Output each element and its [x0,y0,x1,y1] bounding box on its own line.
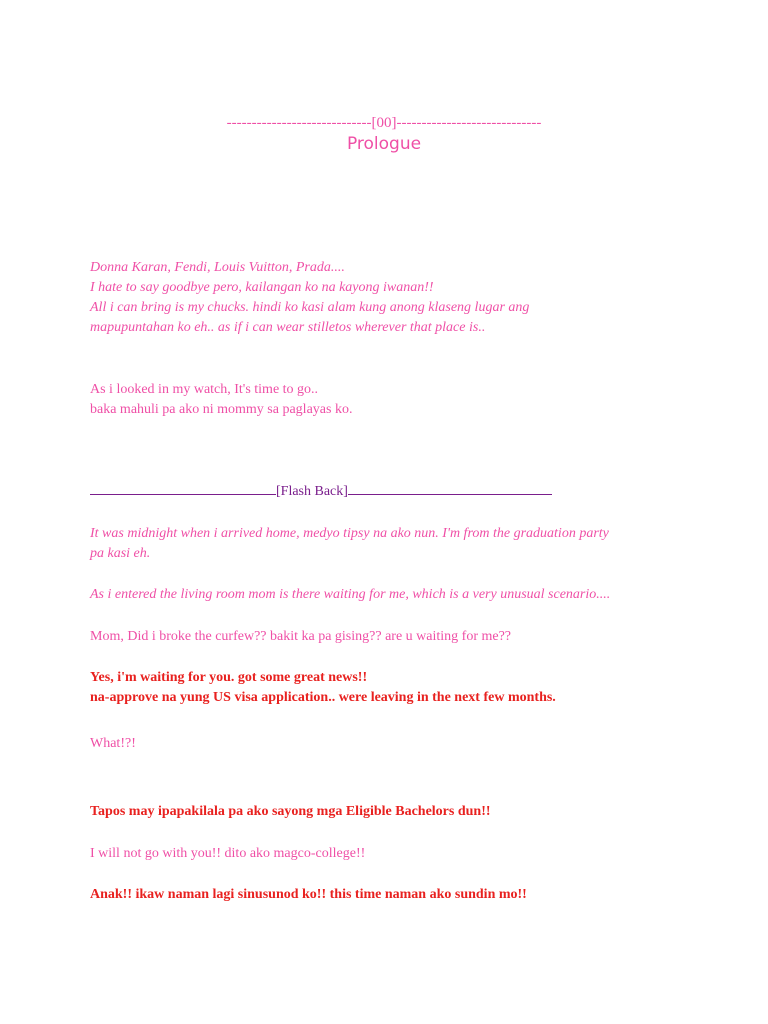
dialogue-anak: Anak!! ikaw naman lagi sinusunod ko!! this time naman ako sundin mo!! [90,887,527,902]
watch-line-1: As i looked in my watch, It's time to go.. [90,382,319,397]
opening-line-4: mapupuntahan ko eh.. as if i can wear stilletos wherever that place is.. [90,320,486,335]
flashback-rule-right [348,492,552,495]
opening-line-3: All i can bring is my chucks. hindi ko kasi alam kung anong klaseng lugar ang [90,300,530,315]
watch-line-2: baka mahuli pa ako ni mommy sa paglayas ko. [90,402,353,417]
dialogue-news-1: Yes, i'm waiting for you. got some great news!! [90,670,368,685]
flashback-label: [Flash Back] [276,484,348,499]
opening-line-1: Donna Karan, Fendi, Louis Vuitton, Prada.... [90,260,345,275]
flashback-rule-left [90,492,276,495]
dialogue-bachelors: Tapos may ipapakilala pa ako sayong mga Eligible Bachelors dun!! [90,804,491,819]
story-entered: As i entered the living room mom is there waiting for me, which is a very unusual scenario.... [90,587,611,602]
opening-line-2: I hate to say goodbye pero, kailangan ko na kayong iwanan!! [90,280,434,295]
dialogue-curfew: Mom, Did i broke the curfew?? bakit ka pa gising?? are u waiting for me?? [90,629,512,644]
dialogue-what: What!?! [90,736,136,751]
story-midnight-1: It was midnight when i arrived home, medyo tipsy na ako nun. I'm from the graduation party [90,526,609,541]
dialogue-college: I will not go with you!! dito ako magco-college!! [90,846,366,861]
dialogue-news-2: na-approve na yung US visa application.. were leaving in the next few months. [90,690,556,705]
page-title: Prologue [346,134,422,154]
story-midnight-2: pa kasi eh. [90,546,151,561]
chapter-marker: -----------------------------[00]----------------------------- [226,115,542,131]
flashback-heading [90,482,552,502]
